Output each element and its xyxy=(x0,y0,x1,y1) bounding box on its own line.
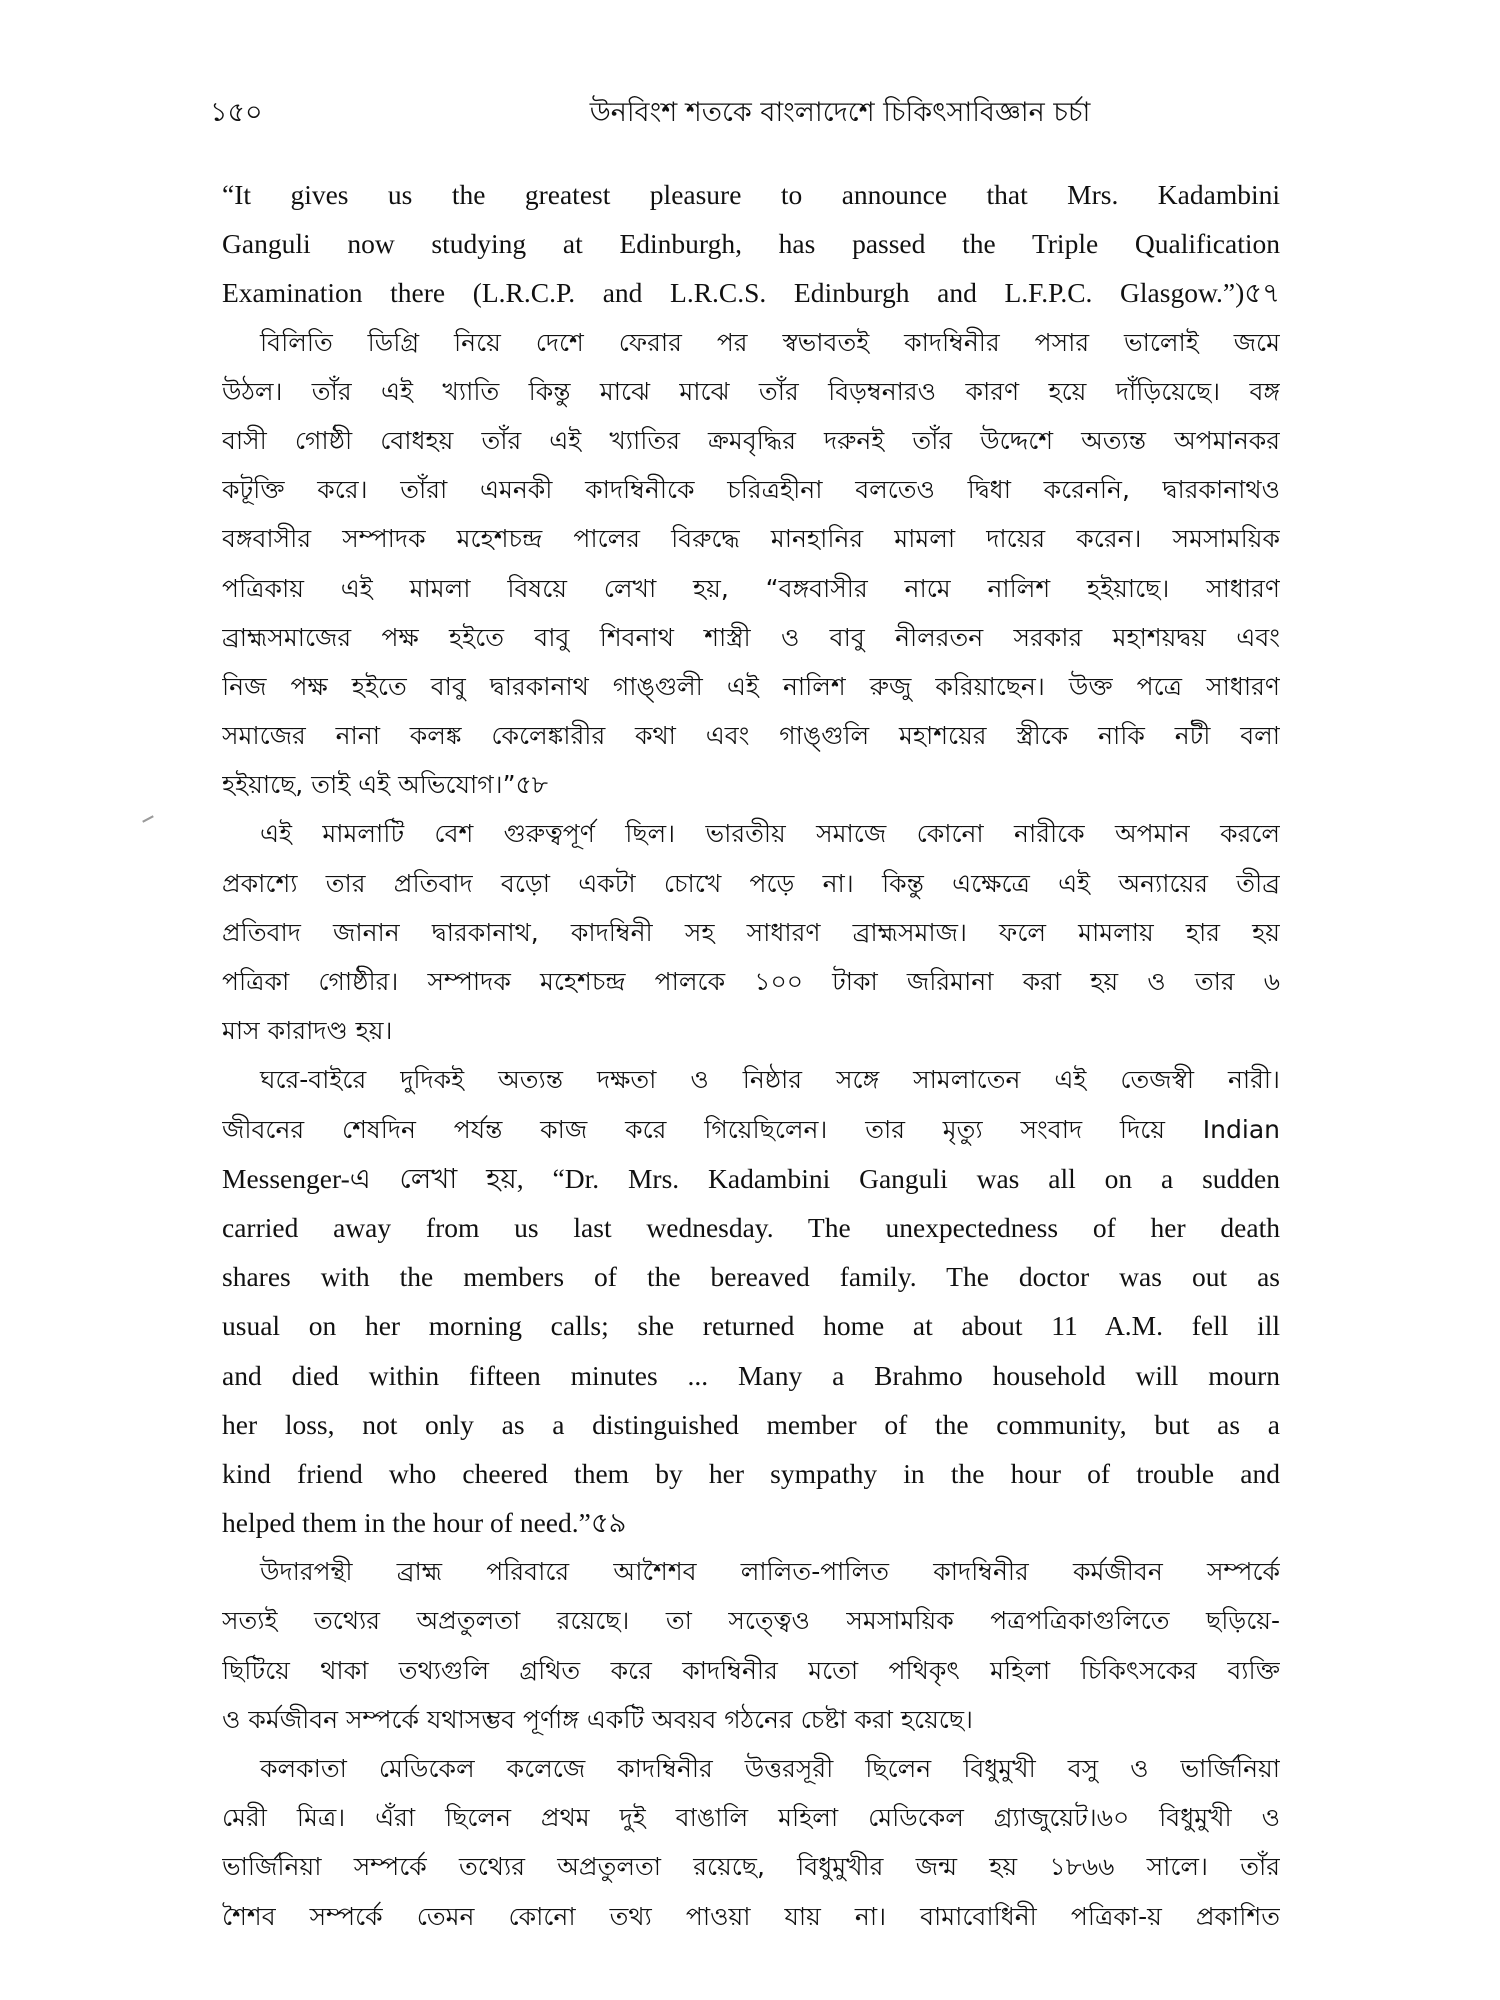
text-line: সমাজের নানা কলঙ্ক কেলেঙ্কারীর কথা এবং গাঙ্গুলি মহাশয়ের স্ত্রীকে নাকি নটী বলা xyxy=(222,721,1280,751)
page-header xyxy=(210,92,1280,138)
text-line: shares with the members of the bereaved family. The doctor was out as xyxy=(222,1261,1280,1293)
text-line: “It gives us the greatest pleasure to announce that Mrs. Kadambini xyxy=(222,179,1280,210)
text-line: ও কর্মজীবন সম্পর্কে যথাসম্ভব পূর্ণাঙ্গ একটি অবয়ব গঠনের চেষ্টা করা হয়েছে। xyxy=(222,1704,973,1734)
text-line: নিজ পক্ষ হইতে বাবু দ্বারকানাথ গাঙ্গুলী এই নালিশ রুজু করিয়াছেন। উক্ত পত্রে সাধারণ xyxy=(222,671,1280,701)
text-line: ভার্জিনিয়া সম্পর্কে তথ্যের অপ্রতুলতা রয়েছে, বিধুমুখীর জন্ম হয় ১৮৬৬ সালে। তাঁর xyxy=(222,1852,1280,1882)
text-line: পত্রিকায় এই মামলা বিষয়ে লেখা হয়, “বঙ্গবাসীর নামে নালিশ হইয়াছে। সাধারণ xyxy=(222,573,1280,603)
body-text xyxy=(222,170,1280,1941)
page-number: ১৫০ xyxy=(210,97,263,128)
text-line: Messenger-এ লেখা হয়, “Dr. Mrs. Kadambini Ganguli was all on a sudden xyxy=(222,1162,1280,1194)
text-line: বঙ্গবাসীর সম্পাদক মহেশচন্দ্র পালের বিরুদ্ধে মানহানির মামলা দায়ের করেন। সমসাময়িক xyxy=(222,524,1280,554)
text-line: carried away from us last wednesday. The unexpectedness of her death xyxy=(222,1211,1280,1243)
text-line: ছিটিয়ে থাকা তথ্যগুলি গ্রথিত করে কাদম্বিনীর মতো পথিকৃৎ মহিলা চিকিৎসকের ব্যক্তি xyxy=(222,1655,1280,1685)
text-line: জীবনের শেষদিন পর্যন্ত কাজ করে গিয়েছিলেন। তার মৃত্যু সংবাদ দিয়ে Indian xyxy=(222,1114,1280,1144)
text-line: helped them in the hour of need.”৫৯ xyxy=(222,1507,627,1539)
text-line: উঠল। তাঁর এই খ্যাতি কিন্তু মাঝে মাঝে তাঁর বিড়ম্বনারও কারণ হয়ে দাঁড়িয়েছে। বঙ্গ xyxy=(222,376,1280,406)
text-line: উদারপন্থী ব্রাহ্ম পরিবারে আশৈশব লালিত-পালিত কাদম্বিনীর কর্মজীবন সম্পর্কে xyxy=(260,1557,1280,1587)
text-line: ঘরে-বাইরে দুদিকই অত্যন্ত দক্ষতা ও নিষ্ঠার সঙ্গে সামলাতেন এই তেজস্বী নারী। xyxy=(260,1065,1280,1095)
text-line: প্রকাশ্যে তার প্রতিবাদ বড়ো একটা চোখে পড়ে না। কিন্তু এক্ষেত্রে এই অন্যায়ের তীব্র xyxy=(222,868,1280,898)
stray-mark xyxy=(142,815,154,822)
running-title: উনবিংশ শতকে বাংলাদেশে চিকিৎসাবিজ্ঞান চর্চা xyxy=(589,97,1091,128)
text-line: বিলিতি ডিগ্রি নিয়ে দেশে ফেরার পর স্বভাবতই কাদম্বিনীর পসার ভালোই জমে xyxy=(260,327,1280,357)
text-line: হইয়াছে, তাই এই অভিযোগ।”৫৮ xyxy=(222,770,548,800)
text-line: and died within fifteen minutes ... Many a Brahmo household will mourn xyxy=(222,1359,1280,1391)
text-line: শৈশব সম্পর্কে তেমন কোনো তথ্য পাওয়া যায় না। বামাবোধিনী পত্রিকা-য় প্রকাশিত xyxy=(222,1901,1280,1931)
text-line: এই মামলাটি বেশ গুরুত্বপূর্ণ ছিল। ভারতীয় সমাজে কোনো নারীকে অপমান করলে xyxy=(260,819,1280,849)
text-line: বাসী গোষ্ঠী বোধহয় তাঁর এই খ্যাতির ক্রমবৃদ্ধির দরুনই তাঁর উদ্দেশে অত্যন্ত অপমানকর xyxy=(222,425,1280,455)
text-line: মাস কারাদণ্ড হয়। xyxy=(222,1016,393,1046)
text-line: usual on her morning calls; she returned home at about 11 A.M. fell ill xyxy=(222,1310,1280,1342)
text-line: Examination there (L.R.C.P. and L.R.C.S. Edinburgh and L.F.P.C. Glasgow.”)৫৭ xyxy=(222,277,1280,309)
text-line: মেরী মিত্র। এঁরা ছিলেন প্রথম দুই বাঙালি মহিলা মেডিকেল গ্র্যাজুয়েট।৬০ বিধুমুখী ও xyxy=(222,1803,1280,1833)
text-line: ব্রাহ্মসমাজের পক্ষ হইতে বাবু শিবনাথ শাস্ত্রী ও বাবু নীলরতন সরকার মহাশয়দ্বয় এবং xyxy=(222,622,1280,652)
text-line: kind friend who cheered them by her sympathy in the hour of trouble and xyxy=(222,1457,1280,1489)
text-line: Ganguli now studying at Edinburgh, has passed the Triple Qualification xyxy=(222,228,1280,260)
text-line: her loss, not only as a distinguished member of the community, but as a xyxy=(222,1408,1280,1440)
text-line: পত্রিকা গোষ্ঠীর। সম্পাদক মহেশচন্দ্র পালকে ১০০ টাকা জরিমানা করা হয় ও তার ৬ xyxy=(222,967,1280,996)
text-line: কলকাতা মেডিকেল কলেজে কাদম্বিনীর উত্তরসূরী ছিলেন বিধুমুখী বসু ও ভার্জিনিয়া xyxy=(260,1754,1280,1783)
text-line: কটূক্তি করে। তাঁরা এমনকী কাদম্বিনীকে চরিত্রহীনা বলতেও দ্বিধা করেননি, দ্বারকানাথও xyxy=(222,475,1280,505)
text-line: প্রতিবাদ জানান দ্বারকানাথ, কাদম্বিনী সহ সাধারণ ব্রাহ্মসমাজ। ফলে মামলায় হার হয় xyxy=(222,917,1280,947)
text-line: সত্যই তথ্যের অপ্রতুলতা রয়েছে। তা সত্ত্বেও সমসাময়িক পত্রপত্রিকাগুলিতে ছড়িয়ে- xyxy=(222,1606,1280,1636)
